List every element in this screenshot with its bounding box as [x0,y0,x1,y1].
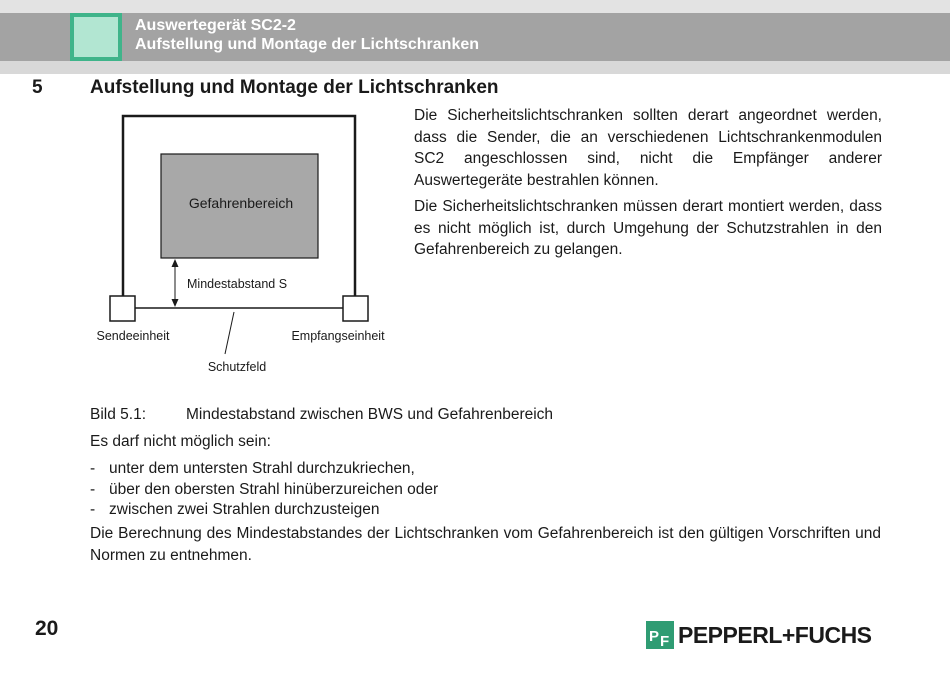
paragraph-calculation: Die Berechnung des Mindestabstandes der Lichtschranken vom Gefahrenbereich ist den gültigen Vorschriften und Normen zu entnehmen. [90,525,881,564]
sender-unit-label: Sendeeinheit [96,329,170,343]
header-color-square-inner [74,17,118,57]
arrow-head-up [172,259,179,267]
logo-wordmark: PEPPERL+FUCHS [678,622,872,648]
receiver-unit-label: Empfangseinheit [291,329,385,343]
receiver-unit-box [343,296,368,321]
header-bottom-strip [0,61,950,74]
list-item [90,480,438,501]
section-title: Aufstellung und Montage der Lichtschranken [90,77,499,98]
section-number: 5 [32,77,43,98]
figure-number: Bild 5.1: [90,406,147,423]
list-item-text: unter dem untersten Strahl durchzukriechen, [109,460,415,477]
figure-caption: Mindestabstand zwischen BWS und Gefahrenbereich [186,406,554,423]
paragraph-mounting: Die Sicherheitslichtschranken müssen derart montiert werden, dass es nicht möglich ist, durch Umgehung der Schutzstrahlen in den Gefahrenbereich zu gelangen. [414,198,882,258]
company-logo [646,621,882,651]
paragraph-placement: Die Sicherheitslichtschranken sollten derart angeordnet werden, dass die Sender, die an verschiedenen Lichtschrankenmodulen SC2 angeschlossen sind, nicht die Empfänger anderer Auswertegeräte bestrahlen können. [414,107,882,189]
list-item [90,459,438,480]
header-chapter-title: Aufstellung und Montage der Lichtschranken [135,36,480,53]
header-top-strip [0,0,950,13]
protective-field-label: Schutzfeld [207,360,267,374]
list-dash: - [90,501,96,518]
sender-unit-box [110,296,135,321]
page-number: 20 [35,617,59,640]
list-item-text: zwischen zwei Strahlen durchzusteigen [109,501,380,518]
min-distance-label: Mindestabstand S [187,277,288,291]
pf-logo-icon [646,621,674,649]
paragraph-restrictions-intro: Es darf nicht möglich sein: [90,433,271,450]
arrow-head-down [172,299,179,307]
list-dash: - [90,480,96,498]
list-dash: - [90,460,96,477]
list-item [90,500,438,521]
restriction-list [90,459,438,521]
danger-zone-label: Gefahrenbereich [188,195,294,211]
svg-text:P: P [649,628,660,645]
figure-diagram [85,108,395,383]
svg-text:F: F [660,633,670,649]
list-item-text: über den obersten Strahl hinüberzureichen oder [109,480,439,498]
protective-field-pointer [225,312,234,354]
header-product-title: Auswertegerät SC2-2 [135,17,296,34]
